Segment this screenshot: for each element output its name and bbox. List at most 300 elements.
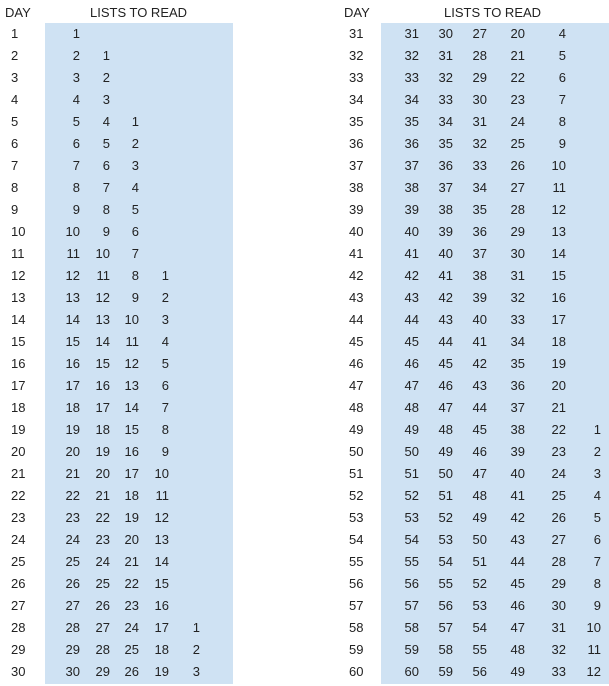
list-number: 7 — [72, 158, 80, 173]
list-number: 29 — [95, 664, 110, 679]
list-number: 32 — [510, 290, 525, 305]
list-number: 19 — [124, 510, 139, 525]
day-number: 50 — [349, 444, 364, 459]
schedule-row — [0, 155, 240, 177]
schedule-row — [0, 243, 240, 265]
list-number: 25 — [124, 642, 139, 657]
schedule-row — [336, 221, 609, 243]
list-number: 33 — [551, 664, 566, 679]
day-number: 34 — [349, 92, 364, 107]
list-number: 12 — [586, 664, 601, 679]
list-number: 1 — [72, 26, 80, 41]
list-number: 3 — [161, 312, 169, 327]
schedule-row — [0, 177, 240, 199]
list-number: 36 — [404, 136, 419, 151]
list-number: 26 — [65, 576, 80, 591]
list-number: 14 — [551, 246, 566, 261]
list-number: 3 — [131, 158, 139, 173]
schedule-row — [336, 573, 609, 595]
day-number: 13 — [11, 290, 26, 305]
list-number: 4 — [102, 114, 110, 129]
list-number: 10 — [154, 466, 169, 481]
list-number: 4 — [131, 180, 139, 195]
schedule-row — [336, 551, 609, 573]
list-number: 8 — [102, 202, 110, 217]
schedule-row — [336, 199, 609, 221]
list-number: 18 — [65, 400, 80, 415]
list-number: 38 — [438, 202, 453, 217]
list-number: 30 — [510, 246, 525, 261]
list-number: 50 — [472, 532, 487, 547]
list-number: 33 — [438, 92, 453, 107]
schedule-row — [336, 89, 609, 111]
schedule-row — [336, 67, 609, 89]
list-number: 21 — [95, 488, 110, 503]
list-number: 22 — [65, 488, 80, 503]
schedule-row — [0, 595, 240, 617]
list-number: 22 — [551, 422, 566, 437]
list-number: 39 — [472, 290, 487, 305]
schedule-row — [0, 463, 240, 485]
list-number: 16 — [95, 378, 110, 393]
list-number: 14 — [65, 312, 80, 327]
list-number: 8 — [558, 114, 566, 129]
list-number: 26 — [124, 664, 139, 679]
schedule-row — [0, 639, 240, 661]
schedule-rows — [0, 23, 240, 683]
list-number: 4 — [558, 26, 566, 41]
list-number: 39 — [404, 202, 419, 217]
day-number: 3 — [11, 70, 19, 85]
list-number: 3 — [593, 466, 601, 481]
schedule-row — [336, 397, 609, 419]
day-number: 11 — [11, 246, 25, 261]
day-number: 53 — [349, 510, 364, 525]
day-number: 60 — [349, 664, 364, 679]
list-number: 59 — [404, 642, 419, 657]
day-number: 19 — [11, 422, 26, 437]
list-number: 5 — [102, 136, 110, 151]
list-number: 37 — [404, 158, 419, 173]
list-number: 38 — [404, 180, 419, 195]
schedule-row — [0, 199, 240, 221]
day-number: 5 — [11, 114, 19, 129]
list-number: 47 — [404, 378, 419, 393]
schedule-row — [0, 441, 240, 463]
list-number: 30 — [551, 598, 566, 613]
list-number: 41 — [472, 334, 487, 349]
day-number: 58 — [349, 620, 364, 635]
schedule-panel-days-31-60 — [336, 0, 609, 686]
schedule-row — [336, 375, 609, 397]
list-number: 16 — [154, 598, 169, 613]
list-number: 35 — [472, 202, 487, 217]
list-number: 13 — [124, 378, 139, 393]
schedule-row — [0, 529, 240, 551]
list-number: 47 — [510, 620, 525, 635]
list-number: 24 — [124, 620, 139, 635]
list-number: 11 — [587, 642, 601, 657]
list-number: 19 — [551, 356, 566, 371]
list-number: 13 — [551, 224, 566, 239]
list-number: 31 — [551, 620, 566, 635]
schedule-row — [336, 287, 609, 309]
list-number: 33 — [472, 158, 487, 173]
schedule-row — [336, 265, 609, 287]
schedule-row — [336, 331, 609, 353]
list-number: 45 — [472, 422, 487, 437]
list-number: 31 — [472, 114, 487, 129]
lists-to-read-header: LISTS TO READ — [444, 5, 542, 20]
list-number: 4 — [593, 488, 601, 503]
list-number: 46 — [472, 444, 487, 459]
list-number: 42 — [510, 510, 525, 525]
list-number: 7 — [102, 180, 110, 195]
list-number: 25 — [510, 136, 525, 151]
list-number: 14 — [154, 554, 169, 569]
list-number: 11 — [66, 246, 80, 261]
list-number: 60 — [404, 664, 419, 679]
list-number: 44 — [404, 312, 419, 327]
list-number: 1 — [593, 422, 601, 437]
list-number: 15 — [95, 356, 110, 371]
schedule-row — [0, 397, 240, 419]
schedule-row — [0, 309, 240, 331]
list-number: 5 — [161, 356, 169, 371]
day-number: 52 — [349, 488, 364, 503]
list-number: 17 — [154, 620, 169, 635]
schedule-row — [336, 441, 609, 463]
list-number: 2 — [161, 290, 169, 305]
list-number: 20 — [551, 378, 566, 393]
list-number: 56 — [438, 598, 453, 613]
list-number: 54 — [472, 620, 487, 635]
list-number: 2 — [72, 48, 80, 63]
schedule-row — [336, 463, 609, 485]
list-number: 21 — [510, 48, 525, 63]
day-number: 38 — [349, 180, 364, 195]
list-number: 23 — [124, 598, 139, 613]
day-number: 22 — [11, 488, 26, 503]
list-number: 23 — [65, 510, 80, 525]
list-number: 43 — [472, 378, 487, 393]
list-number: 32 — [438, 70, 453, 85]
list-number: 49 — [438, 444, 453, 459]
day-number: 20 — [11, 444, 26, 459]
list-number: 40 — [510, 466, 525, 481]
day-number: 49 — [349, 422, 364, 437]
schedule-row — [336, 177, 609, 199]
list-number: 41 — [404, 246, 419, 261]
list-number: 24 — [95, 554, 110, 569]
day-number: 12 — [11, 268, 26, 283]
list-number: 19 — [95, 444, 110, 459]
day-number: 17 — [11, 378, 26, 393]
list-number: 27 — [551, 532, 566, 547]
list-number: 22 — [124, 576, 139, 591]
list-number: 55 — [472, 642, 487, 657]
list-number: 21 — [65, 466, 80, 481]
day-number: 41 — [349, 246, 364, 261]
day-number: 10 — [11, 224, 26, 239]
day-number: 7 — [11, 158, 19, 173]
day-number: 1 — [11, 26, 19, 41]
list-number: 26 — [510, 158, 525, 173]
list-number: 29 — [65, 642, 80, 657]
list-number: 10 — [586, 620, 601, 635]
list-number: 18 — [551, 334, 566, 349]
list-number: 7 — [161, 400, 169, 415]
list-number: 9 — [102, 224, 110, 239]
schedule-row — [336, 595, 609, 617]
list-number: 43 — [404, 290, 419, 305]
list-number: 52 — [404, 488, 419, 503]
list-number: 6 — [102, 158, 110, 173]
schedule-row — [336, 661, 609, 683]
list-number: 24 — [551, 466, 566, 481]
list-number: 4 — [72, 92, 80, 107]
list-number: 39 — [438, 224, 453, 239]
day-number: 56 — [349, 576, 364, 591]
list-number: 37 — [510, 400, 525, 415]
schedule-row — [0, 617, 240, 639]
schedule-row — [336, 111, 609, 133]
list-number: 11 — [96, 268, 110, 283]
list-number: 48 — [404, 400, 419, 415]
list-number: 5 — [558, 48, 566, 63]
list-number: 18 — [124, 488, 139, 503]
day-number: 59 — [349, 642, 364, 657]
list-number: 19 — [154, 664, 169, 679]
list-number: 17 — [95, 400, 110, 415]
day-number: 14 — [11, 312, 26, 327]
list-number: 12 — [95, 290, 110, 305]
list-number: 18 — [154, 642, 169, 657]
list-number: 55 — [404, 554, 419, 569]
list-number: 10 — [95, 246, 110, 261]
list-number: 8 — [131, 268, 139, 283]
list-number: 34 — [438, 114, 453, 129]
list-number: 4 — [161, 334, 169, 349]
list-number: 49 — [510, 664, 525, 679]
list-number: 9 — [558, 136, 566, 151]
list-number: 1 — [161, 268, 169, 283]
list-number: 30 — [472, 92, 487, 107]
list-number: 11 — [125, 334, 139, 349]
list-number: 40 — [404, 224, 419, 239]
list-number: 53 — [472, 598, 487, 613]
day-number: 24 — [11, 532, 26, 547]
list-number: 16 — [551, 290, 566, 305]
list-number: 15 — [124, 422, 139, 437]
schedule-row — [0, 23, 240, 45]
list-number: 27 — [65, 598, 80, 613]
list-number: 15 — [65, 334, 80, 349]
list-number: 28 — [95, 642, 110, 657]
list-number: 37 — [438, 180, 453, 195]
list-number: 59 — [438, 664, 453, 679]
list-number: 26 — [551, 510, 566, 525]
list-number: 56 — [472, 664, 487, 679]
list-number: 50 — [404, 444, 419, 459]
list-number: 15 — [154, 576, 169, 591]
list-number: 36 — [438, 158, 453, 173]
schedule-row — [336, 639, 609, 661]
schedule-row — [336, 419, 609, 441]
list-number: 58 — [438, 642, 453, 657]
list-number: 6 — [161, 378, 169, 393]
list-number: 44 — [438, 334, 453, 349]
day-number: 54 — [349, 532, 364, 547]
list-number: 49 — [472, 510, 487, 525]
list-number: 8 — [161, 422, 169, 437]
list-number: 36 — [510, 378, 525, 393]
list-number: 51 — [472, 554, 487, 569]
day-number: 35 — [349, 114, 364, 129]
list-number: 34 — [472, 180, 487, 195]
day-number: 33 — [349, 70, 364, 85]
list-number: 46 — [404, 356, 419, 371]
schedule-row — [0, 111, 240, 133]
list-number: 34 — [404, 92, 419, 107]
list-number: 2 — [102, 70, 110, 85]
list-number: 20 — [65, 444, 80, 459]
schedule-row — [336, 529, 609, 551]
list-number: 12 — [551, 202, 566, 217]
day-number: 46 — [349, 356, 364, 371]
list-number: 26 — [95, 598, 110, 613]
list-number: 29 — [510, 224, 525, 239]
list-number: 51 — [438, 488, 453, 503]
list-number: 8 — [593, 576, 601, 591]
day-number: 51 — [349, 466, 364, 481]
list-number: 32 — [404, 48, 419, 63]
schedule-row — [0, 507, 240, 529]
list-number: 16 — [124, 444, 139, 459]
list-number: 35 — [404, 114, 419, 129]
list-number: 30 — [65, 664, 80, 679]
day-number: 29 — [11, 642, 26, 657]
list-number: 23 — [95, 532, 110, 547]
list-number: 23 — [551, 444, 566, 459]
list-number: 41 — [438, 268, 453, 283]
list-number: 20 — [124, 532, 139, 547]
day-number: 37 — [349, 158, 364, 173]
list-number: 1 — [102, 48, 110, 63]
list-number: 33 — [510, 312, 525, 327]
list-number: 43 — [438, 312, 453, 327]
schedule-row — [0, 265, 240, 287]
list-number: 5 — [593, 510, 601, 525]
list-number: 31 — [438, 48, 453, 63]
list-number: 28 — [472, 48, 487, 63]
day-number: 23 — [11, 510, 26, 525]
list-number: 57 — [404, 598, 419, 613]
day-number: 57 — [349, 598, 364, 613]
list-number: 6 — [72, 136, 80, 151]
list-number: 27 — [510, 180, 525, 195]
list-number: 21 — [124, 554, 139, 569]
schedule-row — [336, 23, 609, 45]
day-number: 8 — [11, 180, 19, 195]
list-number: 3 — [102, 92, 110, 107]
day-number: 31 — [349, 26, 364, 41]
day-column-header: DAY — [5, 5, 31, 20]
schedule-row — [0, 485, 240, 507]
day-number: 48 — [349, 400, 364, 415]
list-number: 27 — [95, 620, 110, 635]
list-number: 44 — [472, 400, 487, 415]
day-number: 9 — [11, 202, 19, 217]
list-number: 25 — [551, 488, 566, 503]
schedule-row — [0, 89, 240, 111]
day-number: 40 — [349, 224, 364, 239]
list-number: 52 — [472, 576, 487, 591]
day-number: 44 — [349, 312, 364, 327]
list-number: 9 — [72, 202, 80, 217]
list-number: 57 — [438, 620, 453, 635]
list-number: 40 — [472, 312, 487, 327]
schedule-row — [336, 133, 609, 155]
list-number: 25 — [95, 576, 110, 591]
day-number: 47 — [349, 378, 364, 393]
list-number: 38 — [472, 268, 487, 283]
list-number: 9 — [161, 444, 169, 459]
list-number: 9 — [593, 598, 601, 613]
list-number: 29 — [472, 70, 487, 85]
list-number: 38 — [510, 422, 525, 437]
list-number: 45 — [438, 356, 453, 371]
list-number: 43 — [510, 532, 525, 547]
list-number: 53 — [438, 532, 453, 547]
list-number: 33 — [404, 70, 419, 85]
list-number: 18 — [95, 422, 110, 437]
schedule-panel-days-1-30 — [0, 0, 240, 686]
day-number: 55 — [349, 554, 364, 569]
list-number: 22 — [95, 510, 110, 525]
list-number: 22 — [510, 70, 525, 85]
list-number: 10 — [551, 158, 566, 173]
list-number: 48 — [510, 642, 525, 657]
list-number: 29 — [551, 576, 566, 591]
list-number: 48 — [472, 488, 487, 503]
schedule-row — [0, 419, 240, 441]
list-number: 56 — [404, 576, 419, 591]
list-number: 11 — [155, 488, 169, 503]
schedule-row — [0, 221, 240, 243]
list-number: 9 — [131, 290, 139, 305]
list-number: 17 — [551, 312, 566, 327]
list-number: 2 — [131, 136, 139, 151]
list-number: 12 — [65, 268, 80, 283]
list-number: 20 — [95, 466, 110, 481]
list-number: 50 — [438, 466, 453, 481]
list-number: 6 — [558, 70, 566, 85]
list-number: 7 — [593, 554, 601, 569]
schedule-row — [0, 551, 240, 573]
list-number: 39 — [510, 444, 525, 459]
list-number: 5 — [131, 202, 139, 217]
list-number: 30 — [438, 26, 453, 41]
list-number: 47 — [472, 466, 487, 481]
list-number: 3 — [72, 70, 80, 85]
schedule-row — [0, 133, 240, 155]
list-number: 32 — [551, 642, 566, 657]
list-number: 58 — [404, 620, 419, 635]
list-number: 5 — [72, 114, 80, 129]
list-number: 21 — [551, 400, 566, 415]
list-number: 46 — [510, 598, 525, 613]
